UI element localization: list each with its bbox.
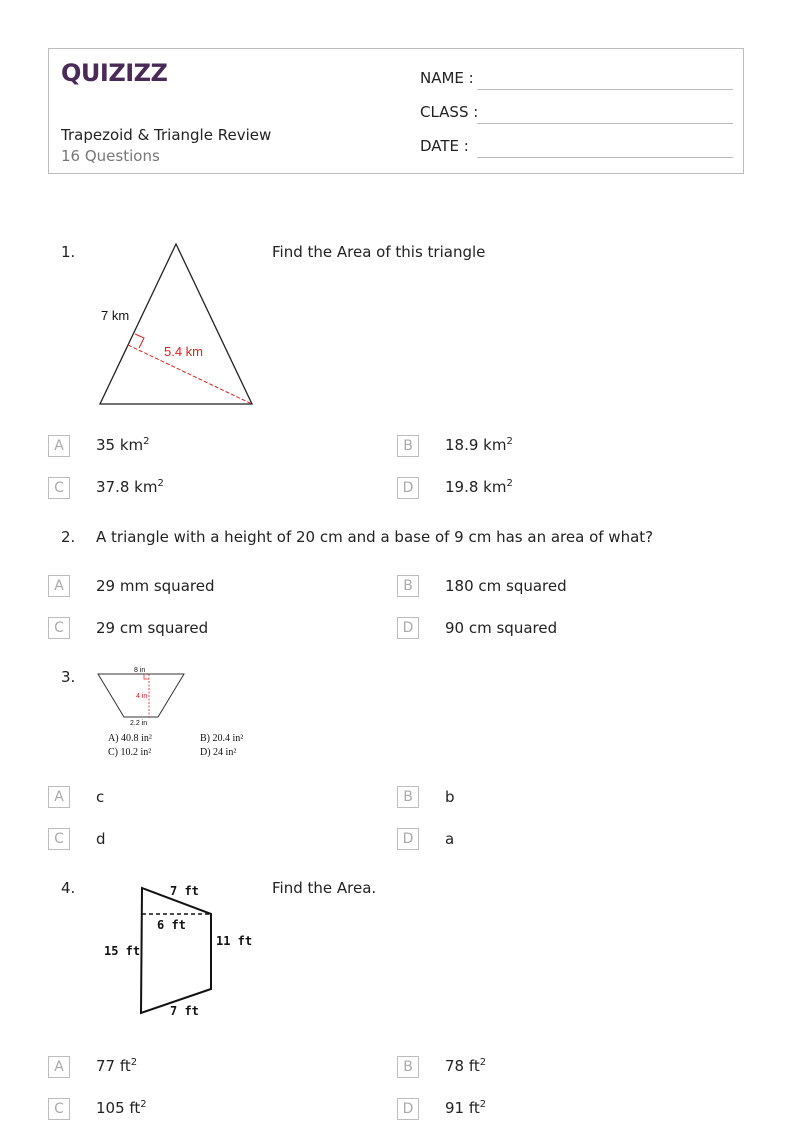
height-label: 5.4 km xyxy=(164,344,204,359)
choice-c: C) 10.2 in² xyxy=(108,747,152,758)
option-text[interactable]: a xyxy=(445,830,455,848)
option-letter[interactable]: B xyxy=(397,786,419,808)
worksheet-title: Trapezoid & Triangle Review xyxy=(61,126,272,144)
option-letter[interactable]: A xyxy=(48,786,70,808)
option-text[interactable]: 77 $ft^2$ xyxy=(96,1057,138,1075)
option-text[interactable]: 18.9 $km^2$ xyxy=(445,436,513,454)
name-label: NAME : xyxy=(420,69,474,87)
option-letter[interactable]: B xyxy=(397,1056,419,1078)
name-field[interactable] xyxy=(477,89,733,90)
choice-a: A) 40.8 in² xyxy=(108,733,152,744)
option-text[interactable]: 91 $ft^2$ xyxy=(445,1099,487,1117)
option-letter[interactable]: A xyxy=(48,435,70,457)
date-field[interactable] xyxy=(477,157,733,158)
option-text[interactable]: 90 cm squared xyxy=(445,619,558,637)
option-letter[interactable]: C xyxy=(48,477,70,499)
date-label: DATE : xyxy=(420,137,469,155)
question-text: A triangle with a height of 20 cm and a base of 9 cm has an area of what? xyxy=(96,528,654,546)
option-letter[interactable]: B xyxy=(397,575,419,597)
choice-d: D) 24 in² xyxy=(200,747,237,758)
option-text[interactable]: 78 $ft^2$ xyxy=(445,1057,487,1075)
option-text[interactable]: c xyxy=(96,788,105,806)
left-label: 15 ft xyxy=(104,944,141,958)
question-text: Find the Area. xyxy=(272,879,377,897)
side-label: 7 km xyxy=(101,308,130,323)
choice-b: B) 20.4 in² xyxy=(200,733,244,744)
question-count: 16 Questions xyxy=(61,147,160,165)
option-letter[interactable]: B xyxy=(397,435,419,457)
option-letter[interactable]: D xyxy=(397,1098,419,1120)
trapezoid-figure xyxy=(94,662,274,762)
option-letter[interactable]: C xyxy=(48,617,70,639)
question-number: 2. xyxy=(61,528,76,546)
question-text: Find the Area of this triangle xyxy=(272,243,486,261)
option-letter[interactable]: D xyxy=(397,828,419,850)
question-number: 4. xyxy=(61,879,76,897)
top-label: 8 in xyxy=(134,667,146,674)
option-text[interactable]: 29 cm squared xyxy=(96,619,209,637)
top-label: 7 ft xyxy=(170,884,199,898)
option-text[interactable]: 19.8 $km^2$ xyxy=(445,478,513,496)
worksheet-header xyxy=(48,48,744,174)
bottom-label: 7 ft xyxy=(170,1004,199,1018)
inner-label: 6 ft xyxy=(157,918,186,932)
quadrilateral-figure xyxy=(96,876,266,1026)
option-text[interactable]: 35 $km^2$ xyxy=(96,436,150,454)
option-letter[interactable]: D xyxy=(397,617,419,639)
quizizz-logo: QUIZIZZ xyxy=(61,59,168,87)
bottom-label: 2.2 in xyxy=(130,720,148,727)
option-text[interactable]: b xyxy=(445,788,455,806)
option-text[interactable]: 37.8 $km^2$ xyxy=(96,478,164,496)
option-text[interactable]: 105 $ft^2$ xyxy=(96,1099,147,1117)
class-label: CLASS : xyxy=(420,103,479,121)
height-label: 4 in xyxy=(136,693,148,700)
question-number: 3. xyxy=(61,668,76,686)
question-number: 1. xyxy=(61,243,76,261)
option-text[interactable]: d xyxy=(96,830,106,848)
option-text[interactable]: 180 cm squared xyxy=(445,577,567,595)
option-letter[interactable]: C xyxy=(48,1098,70,1120)
option-letter[interactable]: A xyxy=(48,575,70,597)
option-letter[interactable]: A xyxy=(48,1056,70,1078)
class-field[interactable] xyxy=(477,123,733,124)
triangle-figure xyxy=(90,238,260,410)
option-letter[interactable]: C xyxy=(48,828,70,850)
option-text[interactable]: 29 mm squared xyxy=(96,577,215,595)
right-label: 11 ft xyxy=(216,934,253,948)
option-letter[interactable]: D xyxy=(397,477,419,499)
